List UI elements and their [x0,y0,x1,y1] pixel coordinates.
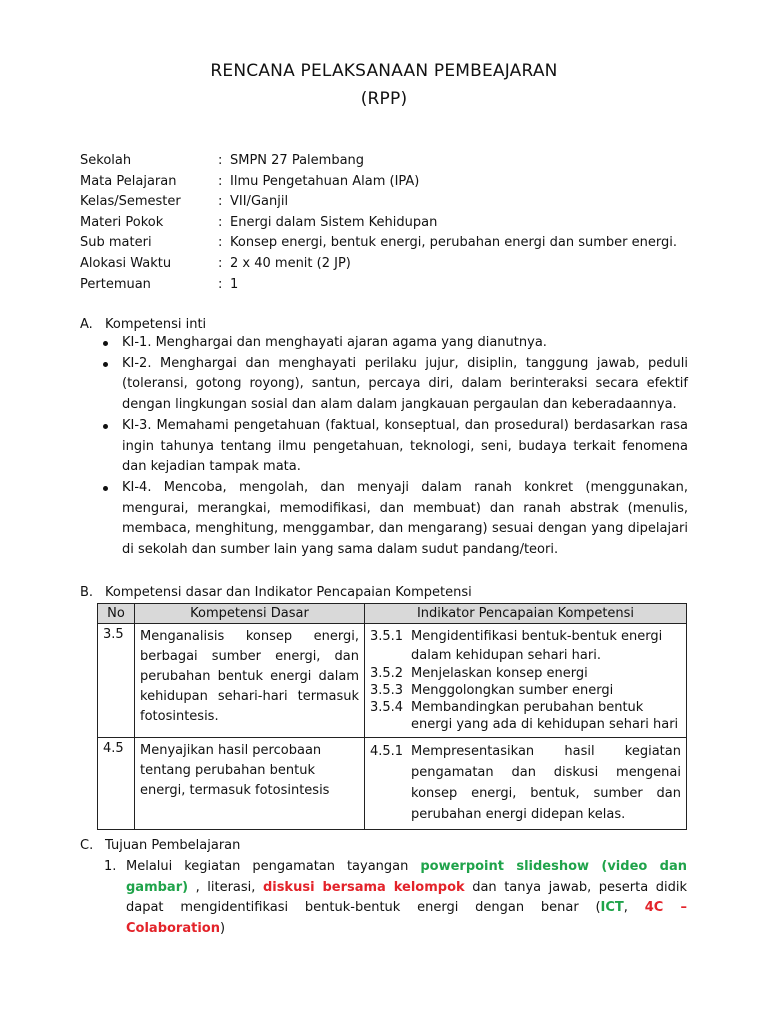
tujuan-text: Melalui kegiatan pengamatan tayangan [126,859,421,874]
ki-text: KI-2. Menghargai dan menghayati perilaku jujur, disiplin, tanggung jawab, peduli (toleransi, gotong royong), santun, percaya diri, dalam berinteraksi secara efektif dengan lingkungan sosial dan alam dalam jangkauan pergaulan dan keberadaannya. [122,355,688,413]
kompetensi-table [97,603,687,830]
info-row-materi-pokok [80,213,700,234]
bullet-icon [103,424,108,429]
cell-no: 3.5 [98,624,135,738]
table-header-row [98,604,687,624]
list-item [103,478,688,561]
indicator-item [370,699,681,733]
kd-text: Menyajikan hasil percobaan tentang perubahan bentuk energi, termasuk fotosintesis [140,743,330,798]
indicator-text: Membandingkan perubahan bentuk energi yang ada di kehidupan sehari hari [411,700,679,732]
info-label: Mata Pelajaran [80,173,177,189]
indicator-item [370,741,681,825]
cell-indicators [365,624,687,738]
info-colon: : [218,194,223,210]
tujuan-text: dan tanya jawab, peserta didik dapat mengidentifikasi bentuk-bentuk energi dengan benar ( [126,879,687,915]
cell-no: 4.5 [98,738,135,830]
ki-text: KI-3. Memahami pengetahuan (faktual, konseptual, dan prosedural) berdasarkan rasa ingin tahunya tentang ilmu pengetahuan, teknologi, seni, budaya terkait fenomena dan kejadian tampak mata. [122,417,688,475]
indicator-code: 3.5.3 [370,683,404,698]
info-colon: : [218,153,223,168]
info-colon: : [218,235,223,251]
info-value: SMPN 27 Palembang [230,153,365,168]
section-c-heading [80,837,240,855]
section-title: Kompetensi dasar dan Indikator Pencapaian Kompetensi [105,585,472,600]
document-title: RENCANA PELAKSANAAN PEMBEAJARAN [210,61,558,81]
info-label: Pertemuan [80,276,151,292]
ki-text: KI-4. Mencoba, mengolah, dan menyaji dalam ranah konkret (menggunakan, mengurai, merangkai, memodifikasi, dan membuat) dan ranah abstrak (menulis, membaca, menghitung, menggambar, dan mengarang) sesuai dengan yang dipelajari di sekolah dan sumber lain yang sama dalam sudut pandang/teori. [122,479,688,558]
tujuan-text: , literasi, [188,879,263,895]
info-value: Konsep energi, bentuk energi, perubahan energi dan sumber energi. [230,235,677,251]
info-label: Kelas/Semester [80,194,181,210]
info-row-alokasi-waktu [80,254,700,275]
indicator-item [370,682,681,699]
section-b-heading [80,584,472,602]
column-header-indikator: Indikator Pencapaian Kompetensi [365,604,687,624]
info-colon: : [218,214,223,230]
info-colon: : [218,255,223,271]
list-item [103,354,688,416]
highlight-media: powerpoint slideshow (video dan gambar) [126,859,687,895]
column-header-kd: Kompetensi Dasar [135,604,365,624]
section-a-heading [80,316,206,334]
info-label: Materi Pokok [80,214,164,230]
highlight-ict: ICT [600,900,624,915]
indicator-code: 3.5.1 [370,629,404,644]
indicator-code: 3.5.4 [370,700,404,715]
list-item [103,333,688,354]
bullet-icon [103,341,108,346]
info-value: Ilmu Pengetahuan Alam (IPA) [230,173,420,189]
indicator-code: 3.5.2 [370,666,404,681]
indicator-item [370,665,681,682]
indicator-text: Menjelaskan konsep energi [411,666,588,681]
list-item [103,416,688,478]
identity-block [80,151,700,295]
tujuan-list [104,857,687,939]
info-value: VII/Ganjil [230,194,289,210]
table-row [98,738,687,830]
info-row-sekolah [80,151,700,172]
kd-text: Menganalisis konsep energi, berbagai sumber energi, dan perubahan bentuk energi dalam kehidupan sehari-hari termasuk fotosintesis. [140,629,359,724]
info-row-sub-materi [80,233,700,254]
bullet-icon [103,362,108,367]
highlight-diskusi: diskusi bersama kelompok [262,879,465,895]
info-row-pertemuan [80,275,700,296]
section-letter: C. [80,838,94,853]
info-value: 2 x 40 menit (2 JP) [230,255,351,271]
indicator-text: Mempresentasikan hasil kegiatan pengamatan dan diskusi mengenai konsep energi, bentuk, sumber dan perubahan energi didepan kelas. [411,744,681,822]
info-value: 1 [230,276,239,292]
tujuan-text: ) [219,920,226,936]
section-letter: A. [80,317,93,332]
info-label: Alokasi Waktu [80,255,172,271]
info-row-kelas-semester [80,192,700,213]
info-label: Sekolah [80,153,132,168]
info-label: Sub materi [80,235,152,251]
section-title: Kompetensi inti [105,317,207,332]
column-header-no: No [98,604,135,624]
indicator-text: Menggolongkan sumber energi [411,683,614,698]
info-colon: : [218,276,223,292]
highlight-4c: 4C – Colaboration [126,900,687,936]
item-number: 1. [104,859,117,874]
list-item [104,857,687,939]
kompetensi-inti-list [103,333,688,561]
section-letter: B. [80,585,94,600]
info-colon: : [218,173,223,189]
table-row [98,624,687,738]
info-row-mata-pelajaran [80,172,700,193]
info-value: Energi dalam Sistem Kehidupan [230,214,438,230]
cell-kd [135,738,365,830]
indicator-code: 4.5.1 [370,744,404,759]
cell-indicators [365,738,687,830]
bullet-icon [103,486,108,491]
indicator-text: Mengidentifikasi bentuk-bentuk energi dalam kehidupan sehari hari. [411,629,663,663]
tujuan-text: , [623,900,645,915]
section-title: Tujuan Pembelajaran [105,838,241,853]
document-subtitle: (RPP) [360,89,408,109]
indicator-item [370,627,681,665]
ki-text: KI-1. Menghargai dan menghayati ajaran agama yang dianutnya. [122,335,547,350]
cell-kd [135,624,365,738]
